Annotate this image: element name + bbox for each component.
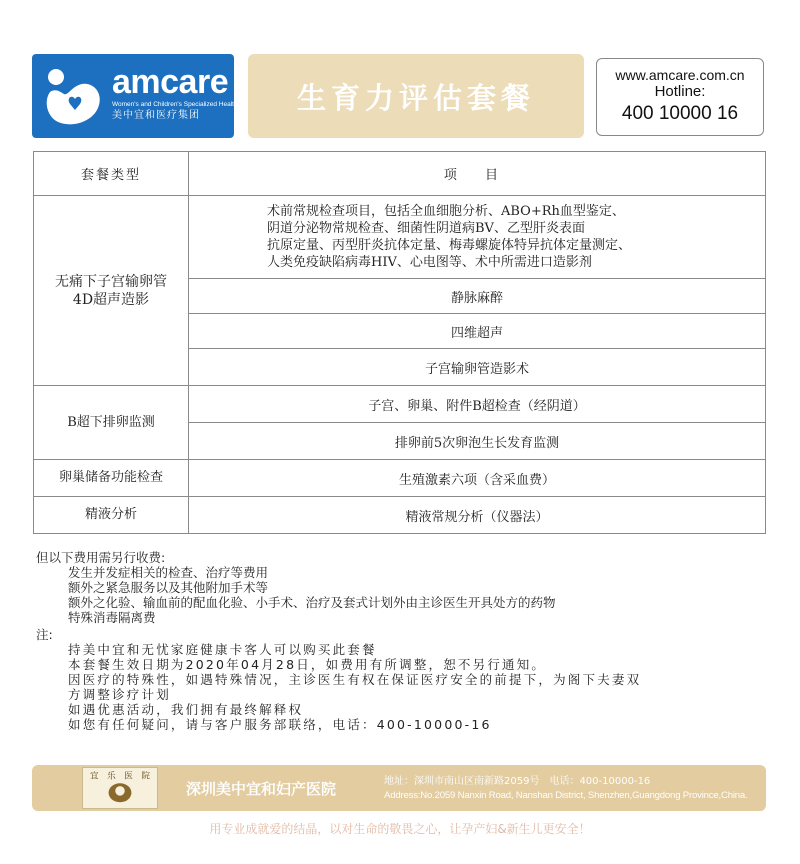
page-title: 生育力评估套餐 (296, 81, 535, 115)
brand-subtitle-cn: 美中宜和医疗集团 (112, 110, 200, 121)
item-preop-line: 抗原定量、丙型肝炎抗体定量、梅毒螺旋体特异抗体定量测定、 (267, 238, 632, 253)
table-row (34, 386, 766, 423)
note-item: 持美中宜和无忧家庭健康卡客人可以购买此套餐 (68, 642, 377, 657)
extra-fee-item: 发生并发症相关的检查、治疗等费用 (68, 565, 269, 580)
hospital-name: 深圳美中宜和妇产医院 (186, 780, 337, 798)
note-item: 如遇优惠活动，我们拥有最终解释权 (68, 702, 304, 717)
note-item: 方调整诊疗计划 (68, 687, 171, 702)
amcare-logo (32, 54, 238, 138)
category-hsg-line1: 无痛下子宫输卵管 (55, 273, 167, 290)
package-table (33, 151, 766, 534)
item-preop-exams (189, 196, 766, 279)
note-item: 如您有任何疑问，请与客户服务部联络，电话：400-10000-16 (68, 717, 492, 732)
table-row (34, 460, 766, 497)
item-hormone-panel: 生殖激素六项（含采血费） (189, 460, 766, 497)
contact-box (596, 58, 764, 136)
extra-fee-item: 额外之紧急服务以及其他附加手术等 (68, 580, 269, 595)
item-iv-anesthesia: 静脉麻醉 (189, 279, 766, 314)
category-hsg (34, 196, 189, 386)
extra-fee-item: 特殊消毒隔离费 (68, 610, 156, 625)
address-en: Address:No.2059 Nanxin Road, Nanshan District, Shenzhen,Guangdong Province,China. (384, 790, 748, 801)
hotline-label: Hotline: (654, 83, 706, 100)
brand-name: amcare (112, 63, 229, 101)
item-semen-routine: 精液常规分析（仪器法） (189, 497, 766, 534)
category-ovarian-reserve: 卵巢储备功能检查 (34, 460, 189, 497)
footer-band (32, 765, 766, 811)
extra-fees-heading: 但以下费用需另行收费: (36, 550, 166, 565)
extra-fee-item: 额外之化验、输血前的配血化验、小手术、治疗及套式计划外由主诊医生开具处方的药物 (68, 595, 556, 610)
table-row (34, 497, 766, 534)
address-cn: 地址：深圳市南山区南新路2059号 电话：400-10000-16 (384, 776, 651, 787)
item-4d-ultrasound: 四维超声 (189, 314, 766, 349)
category-hsg-line2: 4D超声造影 (72, 291, 150, 308)
hotline-number: 400 10000 16 (621, 103, 739, 124)
title-banner (248, 54, 584, 138)
header-items: 项 目 (189, 152, 766, 196)
seal-text: 宜 乐 医 院 (90, 771, 150, 782)
slogan: 用专业成就爱的结晶，以对生命的敬畏之心，让孕产妇&新生儿更安全！ (209, 822, 591, 836)
website-url: www.amcare.com.cn (615, 67, 745, 83)
table-header-row (34, 152, 766, 196)
item-preop-line: 术前常规检查项目，包括全血细胞分析、ABO+Rh血型鉴定、 (267, 204, 625, 219)
item-preop-line: 人类免疫缺陷病毒HIV、心电图等、术中所需进口造影剂 (267, 255, 592, 270)
mother-child-logo-icon (42, 64, 106, 128)
category-ovulation-monitoring: B超下排卵监测 (34, 386, 189, 460)
brand-subtitle-en: Women's and Children's Specialized Health (112, 101, 238, 108)
item-hysterosalpingography: 子宫输卵管造影术 (189, 349, 766, 386)
note-item: 因医疗的特殊性，如遇特殊情况，主诊医生有权在保证医疗安全的前提下，为阁下夫妻双 (68, 672, 642, 687)
notes-heading: 注: (36, 627, 53, 642)
table-row (34, 196, 766, 279)
header-category: 套餐类型 (34, 152, 189, 196)
category-semen-analysis: 精液分析 (34, 497, 189, 534)
notes-section (36, 550, 776, 732)
hospital-seal-icon (82, 767, 158, 809)
item-b-ultrasound: 子宫、卵巢、附件B超检查（经阴道） (189, 386, 766, 423)
item-follicle-monitoring: 排卵前5次卵泡生长发育监测 (189, 423, 766, 460)
note-item: 本套餐生效日期为2020年04月28日，如费用有所调整，恕不另行通知。 (68, 657, 547, 672)
item-preop-line: 阴道分泌物常规检查、细菌性阴道病BV、乙型肝炎表面 (267, 221, 585, 236)
